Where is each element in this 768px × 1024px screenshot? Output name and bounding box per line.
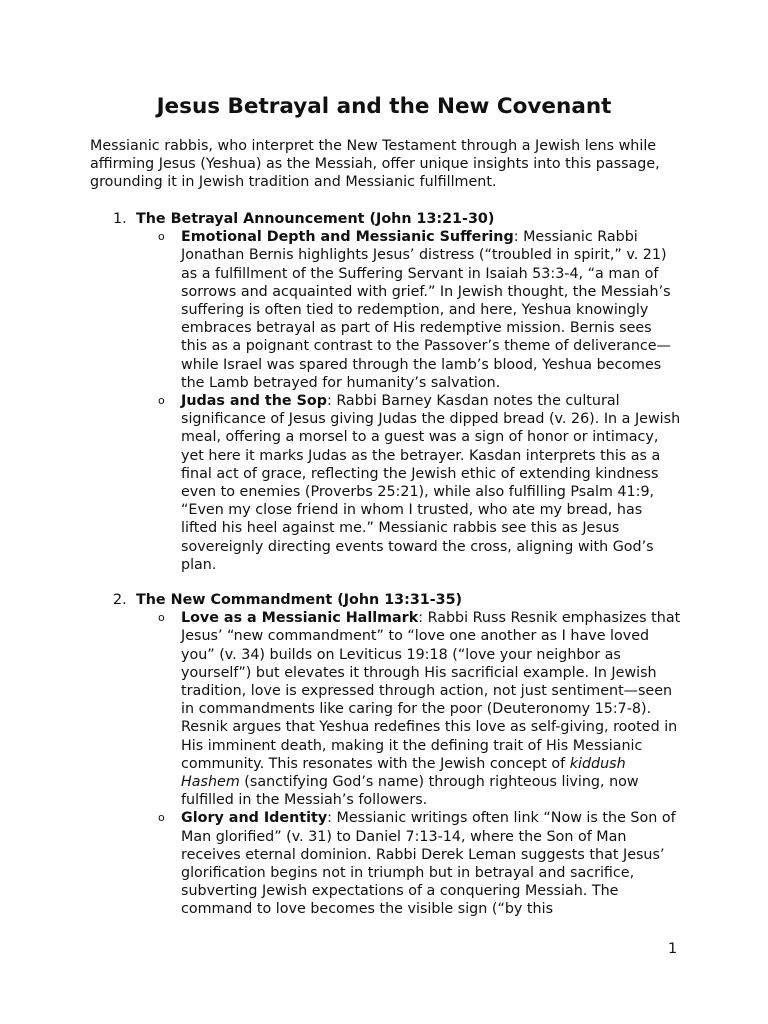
section-number: 2. xyxy=(113,592,127,608)
bullet-marker: o xyxy=(158,811,165,825)
bullet-marker: o xyxy=(158,394,165,408)
bullet-emphasis: kiddush Hashem xyxy=(181,755,626,791)
bullet-text: : Messianic Rabbi Jonathan Bernis highlights Jesus’ distress (“troubled in spirit,” v. 21) as a fulfillment of the Suffering Servant in Isaiah 53:3-4, “a man of sorrows and acquainted with grief.” In Jewish thought, the Messiah’s suffering is often tied to redemption, and here, Yeshua knowingly embraces betrayal as part of His redemptive mission. Bernis sees this as a poignant contrast to the Passover’s theme of deliverance—while Israel was spared through the lamb’s blood, Yeshua becomes the Lamb betrayed for humanity’s salvation. xyxy=(181,229,671,391)
bullet-text-continued: (sanctifying God’s name) through righteous living, now fulfilled in the Messiah’s followers. xyxy=(181,774,639,809)
bullet-title: Love as a Messianic Hallmark xyxy=(181,610,419,627)
bullet-marker: o xyxy=(158,230,165,244)
section-number: 1. xyxy=(113,211,127,227)
section-title: The New Commandment (John 13:31-35) xyxy=(136,592,463,608)
bullet-item-emotional-depth xyxy=(0,228,681,392)
bullet-text: : Rabbi Russ Resnik emphasizes that Jesus’ “new commandment” to “love one another as I have loved you” (v. 34) builds on Leviticus 19:18 (“love your neighbor as yourself”) but elevates it through His sacrificial example. In Jewish tradition, love is expressed through action, not just sentiment—seen in commandments like caring for the poor (Deuteronomy 15:7-8). Resnik argues that Yeshua redefines this love as self-giving, rooted in His imminent death, making it the defining trait of His Messianic community. This resonates with the Jewish concept of xyxy=(181,610,681,772)
section-new-commandment xyxy=(0,591,768,919)
section-title: The Betrayal Announcement (John 13:21-30) xyxy=(136,211,495,227)
bullet-title: Glory and Identity xyxy=(181,810,328,827)
bullet-item-glory-identity xyxy=(0,809,681,918)
intro-paragraph: Messianic rabbis, who interpret the New Testament through a Jewish lens while affirming Jesus (Yeshua) as the Messiah, offer unique insights into this passage, grounding it in Jewish tradition and Messianic fulfillment. xyxy=(90,138,660,191)
bullet-title: Emotional Depth and Messianic Suffering xyxy=(181,229,514,246)
section-heading xyxy=(0,591,768,609)
bullet-text: : Messianic writings often link “Now is the Son of Man glorified” (v. 31) to Daniel 7:13-14, where the Son of Man receives eternal dominion. Rabbi Derek Leman suggests that Jesus’ glorification begins not in triumph but in betrayal and sacrifice, subverting Jewish expectations of a conquering Messiah. The command to love becomes the visible sign (“by this xyxy=(181,810,676,918)
bullet-item-love-hallmark xyxy=(0,609,681,809)
bullet-text: : Rabbi Barney Kasdan notes the cultural significance of Jesus giving Judas the dipped bread (v. 26). In a Jewish meal, offering a morsel to a guest was a sign of honor or intimacy, yet here it marks Judas as the betrayer. Kasdan interprets this as a final act of grace, reflecting the Jewish ethic of extending kindness even to enemies (Proverbs 25:21), while also fulfilling Psalm 41:9, “Even my close friend in whom I trusted, who ate my bread, has lifted his heel against me.” Messianic rabbis see this as Jesus sovereignly directing events toward the cross, aligning with God’s plan. xyxy=(181,393,681,573)
bullet-title: Judas and the Sop xyxy=(181,393,327,410)
bullet-marker: o xyxy=(158,611,165,625)
section-betrayal-announcement xyxy=(0,210,768,574)
section-heading xyxy=(0,210,768,228)
bullet-item-judas-sop xyxy=(0,392,681,574)
page-title: Jesus Betrayal and the New Covenant xyxy=(156,94,612,119)
page-number: 1 xyxy=(668,941,678,957)
